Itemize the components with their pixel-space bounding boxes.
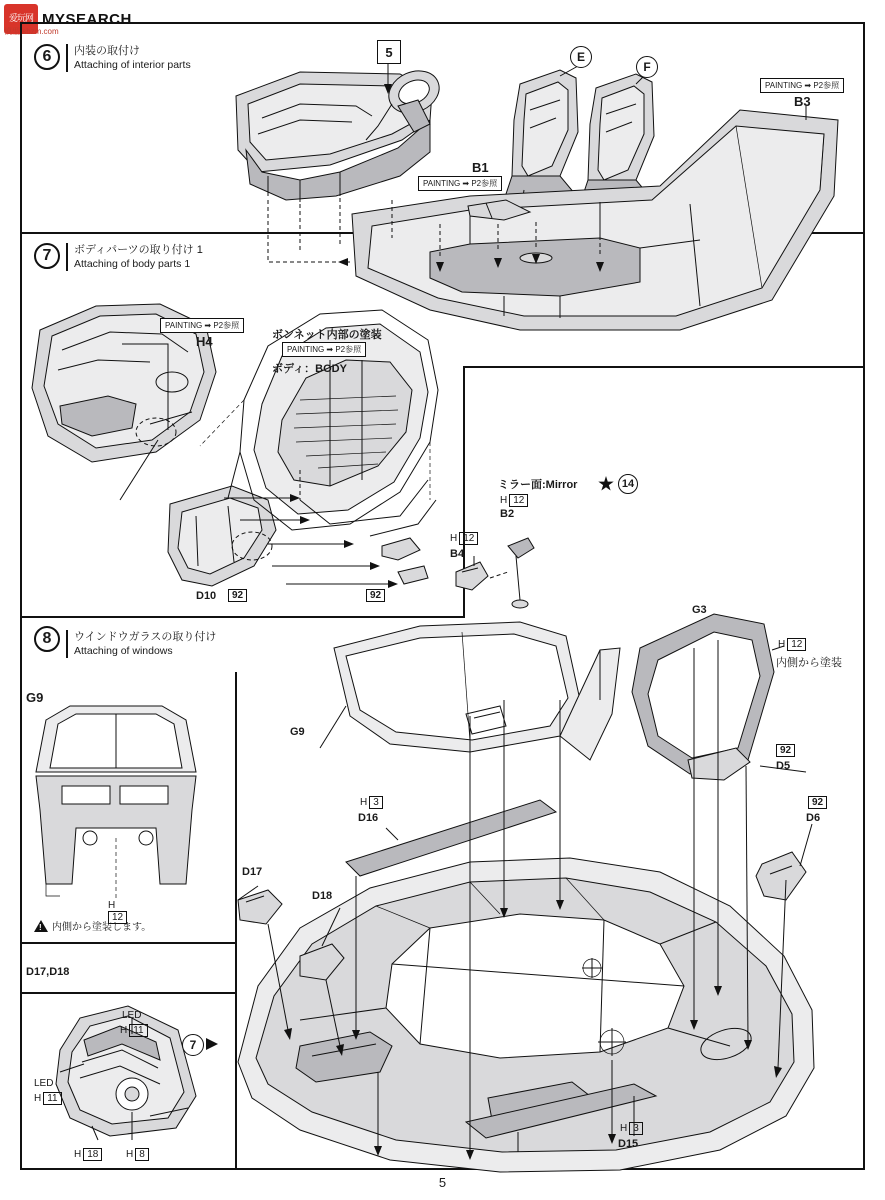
label-d15: D15 [618, 1138, 639, 1150]
hnum-d15-h: H [620, 1123, 628, 1134]
hnum-g9-h: H [108, 900, 116, 911]
label-b1: B1 [472, 160, 489, 175]
step-7-title-en: Attaching of body parts 1 [74, 258, 191, 270]
hnum-g3-n: 12 [787, 638, 806, 651]
painting-tag-b1: PAINTING ➡ P2参照 [418, 176, 502, 191]
step-7-title-jp: ボディパーツの取り付け 1 [74, 244, 203, 256]
callout-letter-e: E [570, 46, 592, 68]
hnum-lamp-body-n: 18 [83, 1148, 102, 1161]
label-g9-box: G9 [26, 690, 44, 705]
watermark-brand: MYSEARCH [42, 10, 132, 28]
label-d6: D6 [806, 812, 821, 824]
watermark-sub: 模型.sbzm.com [4, 27, 59, 36]
step-8-title-en: Attaching of windows [74, 645, 173, 657]
led-left-label: LED [34, 1078, 54, 1089]
hnum-led-top-n: 11 [129, 1024, 147, 1037]
hnum-b4-n: 12 [459, 532, 478, 545]
label-g3: G3 [692, 604, 707, 616]
label-b2: B2 [500, 508, 515, 520]
step-7-badge: 7 [34, 243, 60, 269]
step-6-title-jp: 内装の取付け [74, 45, 140, 57]
hnum-lamp-lens-n: 8 [135, 1148, 149, 1161]
hnum-lamp-body-h: H [74, 1149, 82, 1160]
label-bonnet-paint: ボンネット内部の塗装 [272, 329, 382, 341]
hnum-b2-h: H [500, 495, 508, 506]
label-d10: D10 [196, 590, 217, 602]
label-g9-main: G9 [290, 726, 305, 738]
callout-5: 5 [377, 40, 401, 64]
painting-tag-h4: PAINTING ➡ P2参照 [160, 318, 244, 333]
label-body: ボディ：BODY [272, 363, 347, 375]
step-8-badge: 8 [34, 626, 60, 652]
label-b3: B3 [794, 94, 811, 109]
step-7-reference: 7 [182, 1034, 204, 1056]
label-d17-d18-box: D17,D18 [26, 966, 70, 978]
callout-letter-f: F [636, 56, 658, 78]
hnum-b2-n: 12 [509, 494, 528, 507]
step-6-badge: 6 [34, 44, 60, 70]
hnum-d15-n: 3 [629, 1122, 643, 1135]
hnum-led-top-h: H [120, 1025, 128, 1036]
page-number: 5 [438, 1175, 447, 1190]
step-8-title-jp: ウインドウガラスの取り付け [74, 631, 217, 643]
label-d18-main: D18 [312, 890, 333, 902]
hnum-led-left-h: H [34, 1093, 42, 1104]
painting-tag-b3: PAINTING ➡ P2参照 [760, 78, 844, 93]
label-d17-main: D17 [242, 866, 263, 878]
warning-text: 内側から塗装します。 [52, 922, 152, 933]
hnum-b4-h: H [450, 533, 458, 544]
hnum-d16-n: 3 [369, 796, 383, 809]
mirror-count: 14 [618, 474, 638, 494]
label-h4: H4 [196, 334, 213, 349]
chip-92-d10: 92 [228, 589, 247, 602]
hnum-g3-h: H [778, 639, 786, 650]
chip-92-body: 92 [366, 589, 385, 602]
hnum-lamp-lens-h: H [126, 1149, 134, 1160]
hnum-d16-h: H [360, 797, 368, 808]
label-g3-inside-paint: 内側から塗装 [776, 657, 842, 669]
label-d16: D16 [358, 812, 379, 824]
watermark-logo: 爱玩网 [4, 4, 38, 34]
hnum-led-left-n: 11 [43, 1092, 61, 1105]
led-top-label: LED [122, 1010, 142, 1021]
chip-92-d5: 92 [776, 744, 795, 757]
step-6-title-en: Attaching of interior parts [74, 59, 191, 71]
label-b4: B4 [450, 548, 465, 560]
label-d5: D5 [776, 760, 791, 772]
hnum-g9-n: 12 [108, 911, 127, 924]
label-mirror: ミラー面:Mirror [498, 479, 578, 491]
painting-tag-bonnet: PAINTING ➡ P2参照 [282, 342, 366, 357]
chip-92-d6: 92 [808, 796, 827, 809]
